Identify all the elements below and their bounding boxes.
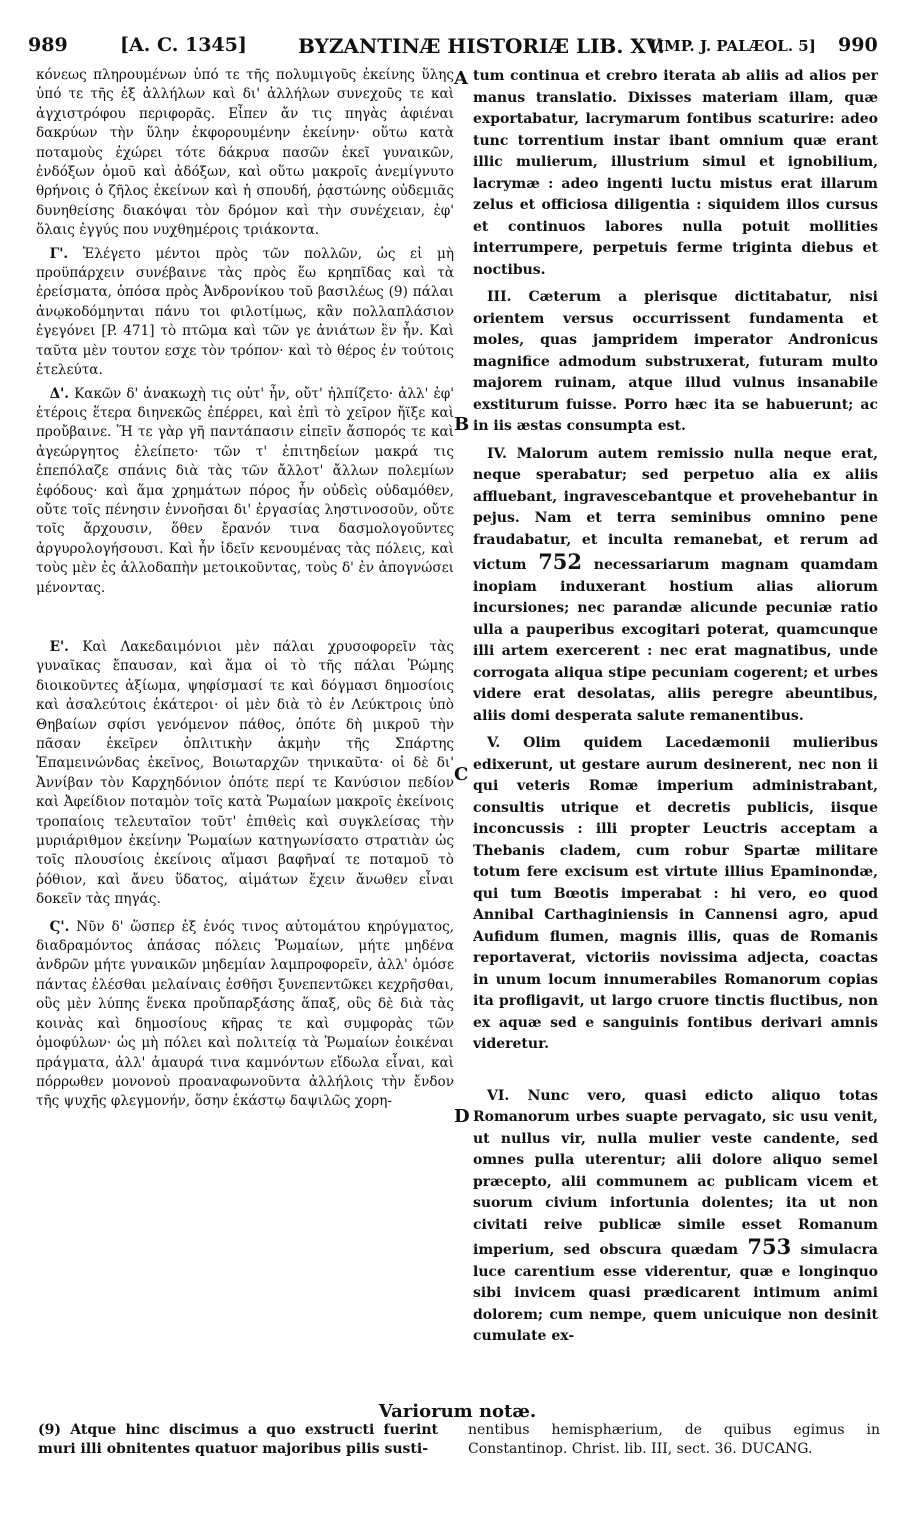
greek-paragraph-4-text: Κακῶν δ' ἀνακωχὴ τις οὐτ' ἦν, οὔτ' ἠλπίζετο· ἀλλ' ἐφ' ἑτέροις ἕτερα διηνεκῶς ἐπέρρει, καὶ ἐπὶ τὸ χεῖρον ἤϊξε καὶ προὔβαινε. Ἥ τε γὰρ γῆ παντάπασιν εἰπεῖν ἄσπορός τε καὶ ἀγεώργητος ἐλείπετο· τῶν τ' ἐπιτηδείων μακρά τις ἐπεπόλαζε σπάνις διὰ τὰς τῶν ἄλλοτ' ἄλλων πολεμίων ἐφόδους· καὶ ἅμα χρημάτων πόρος ἦν οὐδεὶς οὐδαμόθεν, οὔτε τοῖς πένησιν ἐννοῆσαι δι' ἐργασίας ληστινοσοῦν, οὔτε τοῖς ἄρχουσιν, ὅθεν ἔρανόν τινα δασμολογοῦντες ἀργυρολογήσουσι. Καὶ ἦν ἰδεῖν κενουμένας τὰς πόλεις, καὶ τοὺς μὲν ἐς ἀλλοδαπὴν μετοικοῦντας, τοὺς δ' ἐν ἀπογνώσει μένοντας. <box>36 385 454 596</box>
greek-paragraph-3 <box>36 245 454 381</box>
edition-page-number: 753 <box>747 1234 792 1259</box>
greek-paragraph-continued: κόνεως πληρουμένων ὑπό τε τῆς πολυμιγοῦς ἐκείνης ὕλης ὑπό τε τῆς ἐξ ἀλλήλων καὶ δι' ἀλλήλων συνεχοῦς τε καὶ ἀγχιστρόφου περιφορᾶς. Εἶπεν ἄν τις πηγὰς ἀφιέναι δακρύων τὴν ὕλην ἐκφορουμένην ἐκείνην· οὕτω κατὰ ποταμοὺς ἐχώρει τότε δάκρυα πασῶν ἐκεῖ γυναικῶν, ἐνδόξων ὁμοῦ καὶ ἀδόξων, καὶ οὕτω μακροῖς ἀνεμίγνυτο θρήνοις ὁ ζῆλος ἐκείνων καὶ ἡ σπουδή, ῥᾳστώνης οὐδεμιᾶς δυνηθείσης διακόψαι τὸν δρόμον καὶ τὴν συνέχειαν, ἐφ' ὅλαις ἐγγύς που νυχθημέροις τριάκοντα. <box>36 67 454 239</box>
book-title: BYZANTINÆ HISTORIÆ LIB. XV. <box>298 34 665 58</box>
greek-paragraph-6-text: Νῦν δ' ὥσπερ ἐξ ἑνός τινος αὐτομάτου κηρύγματος, διαδραμόντος ἁπάσας πόλεις Ῥωμαίων, μήτε μηδένα ἀνδρῶν μήτε γυναικῶν μηδεμίαν λαμπροφορεῖν, ἀλλ' ὁμόσε πάντας ἐλέσθαι μελαίναις ἐσθῆσι ξυνεπεντῶκει κεχρῆσθαι, οὓς μὲν λύπης ἕνεκα προὔπαρξάσης ἅπαξ, οὓς δὲ διὰ τὰς κοινὰς καὶ δημοσίους κῆρας τε καὶ συμφορὰς τῶν ὁμοφύλων· ὡς μὴ πόλει καὶ πολιτείᾳ τὰ Ῥωμαίων ἐοικέναι πράγματα, ἀλλ' ἀμαυρά τινα καμνόντων εἴδωλα εἶναι, καὶ πόρρωθεν μονονοὺ προαναφωνοῦντα ἀλλήλοις τὴν ἔνδον τῆς ψυχῆς φλεγμονήν, ὅσην ἑκάστῳ δαψιλῶς χορη- <box>36 918 454 1110</box>
emperor-heading: [IMP. J. PALÆOL. 5] <box>650 37 816 55</box>
margin-marker-c: C <box>454 764 469 785</box>
greek-paragraph-3-text: Ἐλέγετο μέντοι πρὸς τῶν πολλῶν, ὡς εἰ μὴ προϋπάρχειν συνέβαινε τὰς πρὸς ἕω κρηπῖδας καὶ τὰ ἐρείσματα, ὁπόσα πρὸς Ἀνδρονίκου τοῦ βασιλέως (9) πάλαι ἀνῳκοδόμηνται πάνυ τοι φιλοτίμως, κἂν πολλαπλάσιον ἐγεγόνει [P. 471] τὸ πτῶμα καὶ τῶν γε ἀνιάτων ἓν ἦν. Καὶ ταῦτα μὲν τουτον εσχε τὸν τρόπον· καὶ τὸ θέρος ἐν τούτοις ἐτελεύτα. <box>36 245 454 379</box>
greek-section-number: Γ'. <box>49 245 69 262</box>
greek-column <box>36 66 454 1384</box>
latin-paragraph-6-text-b: simulacra luce carentium esse viderentur, quæ e longinquo sibi invicem quasi prædicarent intimum animi dolorem; cum nempe, quem unicuique non desinit cumulate ex- <box>473 1242 878 1344</box>
latin-section-number: V. <box>487 735 501 751</box>
latin-paragraph-4 <box>473 444 878 728</box>
margin-marker-d: D <box>454 1106 470 1127</box>
page-number-right: 990 <box>838 34 878 56</box>
latin-paragraph-3-text: Cæterum a plerisque dictitabatur, nisi orientem versus occurrissent fundamenta et moles, quas jampridem imperator Andronicus magnifice admodum substruxerat, futuram multo majorem ruinam, atque illud vulnus insanabile exstiturum fuisse. Porro hæc ita se habuerunt; ac in iis æstas consumpta est. <box>473 289 878 434</box>
latin-paragraph-6 <box>473 1086 878 1348</box>
latin-column <box>473 66 878 1386</box>
latin-paragraph-5-text: Olim quidem Lacedæmonii mulieribus edixerunt, ut gestare aurum desinerent, nec non ii qui veteris Romæ imperium administrabant, consultis utrique et decretis publicis, iisque inconcussis : illi propter Leuctris acceptam a Thebanis cladem, cum robur Spartæ militare totum fere excisum est virtute illius Epaminondæ, qui tum Bœotis imperabat : hi vero, eo quod Annibal Carthaginiensis in Cannensi agro, apud Aufidum flumen, magnis illis, quas de Romanis reportaverat, victoriis novissima adjecta, coactas in unum locum innumerabiles Romanorum copias ita profligavit, ut largo cruore tinctis fluctibus, non ex aquæ sed e sanguinis fontibus derivari amnis videretur. <box>473 735 878 1052</box>
latin-section-number: IV. <box>487 445 507 462</box>
latin-paragraph-3 <box>473 287 878 438</box>
latin-paragraph-continued: tum continua et crebro iterata ab aliis ad alios per manus translatio. Dixisses materiam illam, quæ exportabatur, lacrymarum fontibus scaturire: adeo tunc torrentium instar ibant omnium quæ erant illic mulierum, illustrium simul et ignobilium, lacrymæ : adeo ingenti luctu mistus erat illarum zelus et officiosa diligentia : siquidem illos cursus et continuos labores nulla potuit mollities interrumpere, perpetuis ferme triginta diebus et noctibus. <box>473 68 878 278</box>
greek-paragraph-4 <box>36 385 454 598</box>
latin-paragraph-6-text-a: Nunc vero, quasi edicto aliquo totas Romanorum urbes suapte pervagato, sic usu venit, ut nullus vir, nulla mulier veste candente, sed omnes pulla uterentur; alii dolore aliquo semel præcepto, alii communem ac publicam vicem et suorum civium infortunia dolentes; ita ut non civitati reive publicæ simile esset Romanum imperium, sed obscura quædam <box>473 1087 878 1258</box>
latin-paragraph-4-text-b: necessariarum magnam quamdam inopiam induxerant hostium alias aliorum incursiones; nec parandæ alicunde pecuniæ ratio ulla a pauperibus excogitari poterat, quamcunque illi artem exercerent : nec erat magnatibus, unde corrogata aliqua stipe pecuniam cogerent; et urbes videre erat desolatas, aliis peregre abeuntibus, aliis domi desperata salute remanentibus. <box>473 557 878 724</box>
greek-paragraph-5-text: Καὶ Λακεδαιμόνιοι μὲν πάλαι χρυσοφορεῖν τὰς γυναῖκας ἔπαυσαν, καὶ ἅμα οἱ τὸ τῆς πάλαι Ῥώμης διοικοῦντες ἀξίωμα, ψηφίσμασί τε καὶ δόγμασι δημοσίοις καὶ ἀσαλεύτοις ἑκάτεροι· οἱ μὲν διὰ τὸ ἐν Λεύκτροις ὑπὸ Θηβαίων σφίσι γενόμενον πάθος, ὁπότε δὴ μικροῦ τὴν πᾶσαν ἐκεῖρεν ὁπλιτικὴν ἀκμὴν τῆς Σπάρτης Ἐπαμεινώνδας ἐκεῖνος, Βοιωταρχῶν τηνικαῦτα· οἱ δὲ δι' Ἀννίβαν τὸν Καρχηδόνιον ὁπότε περί τε Κανύσιον πεδίον καὶ Ἀφείδιον ποταμὸν τοῖς κατὰ Ῥωμαίων μακροῖς ἐκείνοις τροπαίοις τελευταῖον τοῦτ' ἐπιθεὶς καὶ συγκλείσας τὴν μυριάριθμον ἐκείνην Ῥωμαίων κατηγωνίσατο στρατιὰν ὡς τοῖς πλουσίοις ἐκείνοις αἵμασι βαφῆναί τε ποταμοῦ τὸ ῥόθιον, καὶ ἄνευ ὕδατος, αἱμάτων ἔχειν ἄνωθεν εἶναι δοκεῖν τὰς πηγάς. <box>36 638 454 908</box>
latin-section-number: VI. <box>487 1087 510 1104</box>
margin-marker-a: A <box>454 68 468 89</box>
margin-marker-b: B <box>454 414 470 435</box>
page-number-left: 989 <box>28 34 68 56</box>
footnote-left: (9) Atque hinc discimus a quo exstructi fuerint muri illi obnitentes quatuor majoribus pilis susti- <box>38 1422 438 1457</box>
year-heading: [A. C. 1345] <box>120 34 247 56</box>
latin-paragraph-4-text-a: Malorum autem remissio nulla neque erat, neque sperabatur; sed perpetuo alia ex aliis affluebant, ingravescebantque et provehebantur in pejus. Nam et terra seminibus omnino pene fraudabatur, et inculta remanebat, et rerum ad victum <box>473 445 878 573</box>
footnote-right: nentibus hemisphærium, de quibus egimus in Constantinop. Christ. lib. III, sect. 36. DUCANG. <box>468 1422 880 1457</box>
latin-section-number: III. <box>487 289 512 305</box>
greek-paragraph-5 <box>36 638 454 910</box>
running-header <box>28 30 888 64</box>
latin-paragraph-5 <box>473 733 878 1056</box>
greek-section-number: Δ'. <box>49 385 70 402</box>
edition-page-number: 752 <box>538 549 583 574</box>
greek-section-number: Ε'. <box>49 638 69 655</box>
greek-paragraph-6 <box>36 918 454 1112</box>
greek-section-number: Ϛ'. <box>49 918 70 935</box>
notes-heading: Variorum notæ. <box>378 1401 537 1422</box>
